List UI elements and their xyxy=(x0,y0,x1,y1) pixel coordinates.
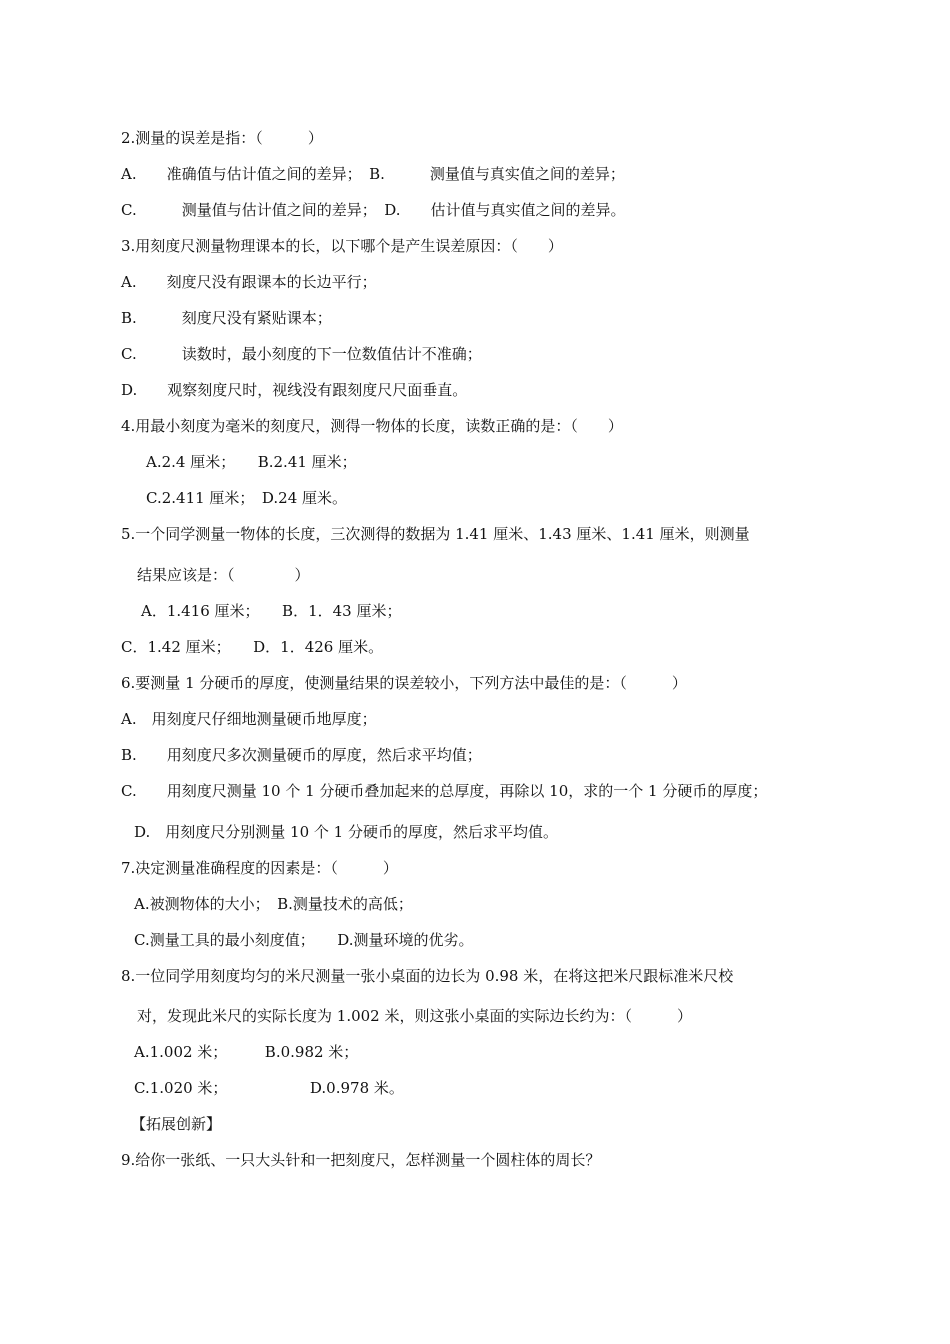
q6-option-a: A. 用刻度尺仔细地测量硬币地厚度； xyxy=(121,710,377,728)
q3-stem: 3.用刻度尺测量物理课本的长，以下哪个是产生误差原因：（ ） xyxy=(121,237,563,255)
q8-stem-2: 对，发现此米尺的实际长度为 1.002 米，则这张小桌面的实际边长约为：（ ） xyxy=(137,1007,692,1025)
section-heading: 【拓展创新】 xyxy=(131,1115,222,1133)
q2-options-1: A. 准确值与估计值之间的差异； B. 测量值与真实值之间的差异； xyxy=(121,165,625,183)
q9-stem: 9.给你一张纸、一只大头针和一把刻度尺，怎样测量一个圆柱体的周长？ xyxy=(121,1151,601,1169)
q3-option-a: A. 刻度尺没有跟课本的长边平行； xyxy=(121,273,377,291)
q4-options-2: C.2.411 厘米； D.24 厘米。 xyxy=(146,489,348,507)
q4-stem: 4.用最小刻度为毫米的刻度尺，测得一物体的长度，读数正确的是：（ ） xyxy=(121,417,623,435)
q6-option-c: C. 用刻度尺测量 10 个 1 分硬币叠加起来的总厚度，再除以 10，求的一个 1 分硬币的厚度； xyxy=(121,782,768,800)
q5-stem-2: 结果应该是：（ ） xyxy=(137,566,310,584)
q4-options-1: A.2.4 厘米； B.2.41 厘米； xyxy=(146,453,357,471)
q5-stem: 5.一个同学测量一物体的长度，三次测得的数据为 1.41 厘米、1.43 厘米、1.41 厘米，则测量 xyxy=(121,525,750,543)
q6-option-b: B. 用刻度尺多次测量硬币的厚度，然后求平均值； xyxy=(121,746,482,764)
q2-stem: 2.测量的误差是指：（ ） xyxy=(121,129,323,147)
q7-options-1: A.被测物体的大小； B.测量技术的高低； xyxy=(134,895,413,913)
q6-option-d: D. 用刻度尺分别测量 10 个 1 分硬币的厚度，然后求平均值。 xyxy=(134,823,558,841)
q8-options-2: C.1.020 米； D.0.978 米。 xyxy=(134,1079,404,1097)
q7-options-2: C.测量工具的最小刻度值； D.测量环境的优劣。 xyxy=(134,931,474,949)
q5-options-1: A．1.416 厘米； B．1．43 厘米； xyxy=(141,602,402,620)
q3-option-d: D. 观察刻度尺时，视线没有跟刻度尺尺面垂直。 xyxy=(121,381,468,399)
q7-stem: 7.决定测量准确程度的因素是：（ ） xyxy=(121,859,398,877)
q2-options-2: C. 测量值与估计值之间的差异； D. 估计值与真实值之间的差异。 xyxy=(121,201,626,219)
q3-option-c: C. 读数时，最小刻度的下一位数值估计不准确； xyxy=(121,345,482,363)
q8-options-1: A.1.002 米； B.0.982 米； xyxy=(134,1043,359,1061)
q8-stem: 8.一位同学用刻度均匀的米尺测量一张小桌面的边长为 0.98 米，在将这把米尺跟标准米尺校 xyxy=(121,967,734,985)
q5-options-2: C．1.42 厘米； D．1．426 厘米。 xyxy=(121,638,384,656)
q6-stem: 6.要测量 1 分硬币的厚度，使测量结果的误差较小，下列方法中最佳的是：（ ） xyxy=(121,674,687,692)
q3-option-b: B. 刻度尺没有紧贴课本； xyxy=(121,309,332,327)
